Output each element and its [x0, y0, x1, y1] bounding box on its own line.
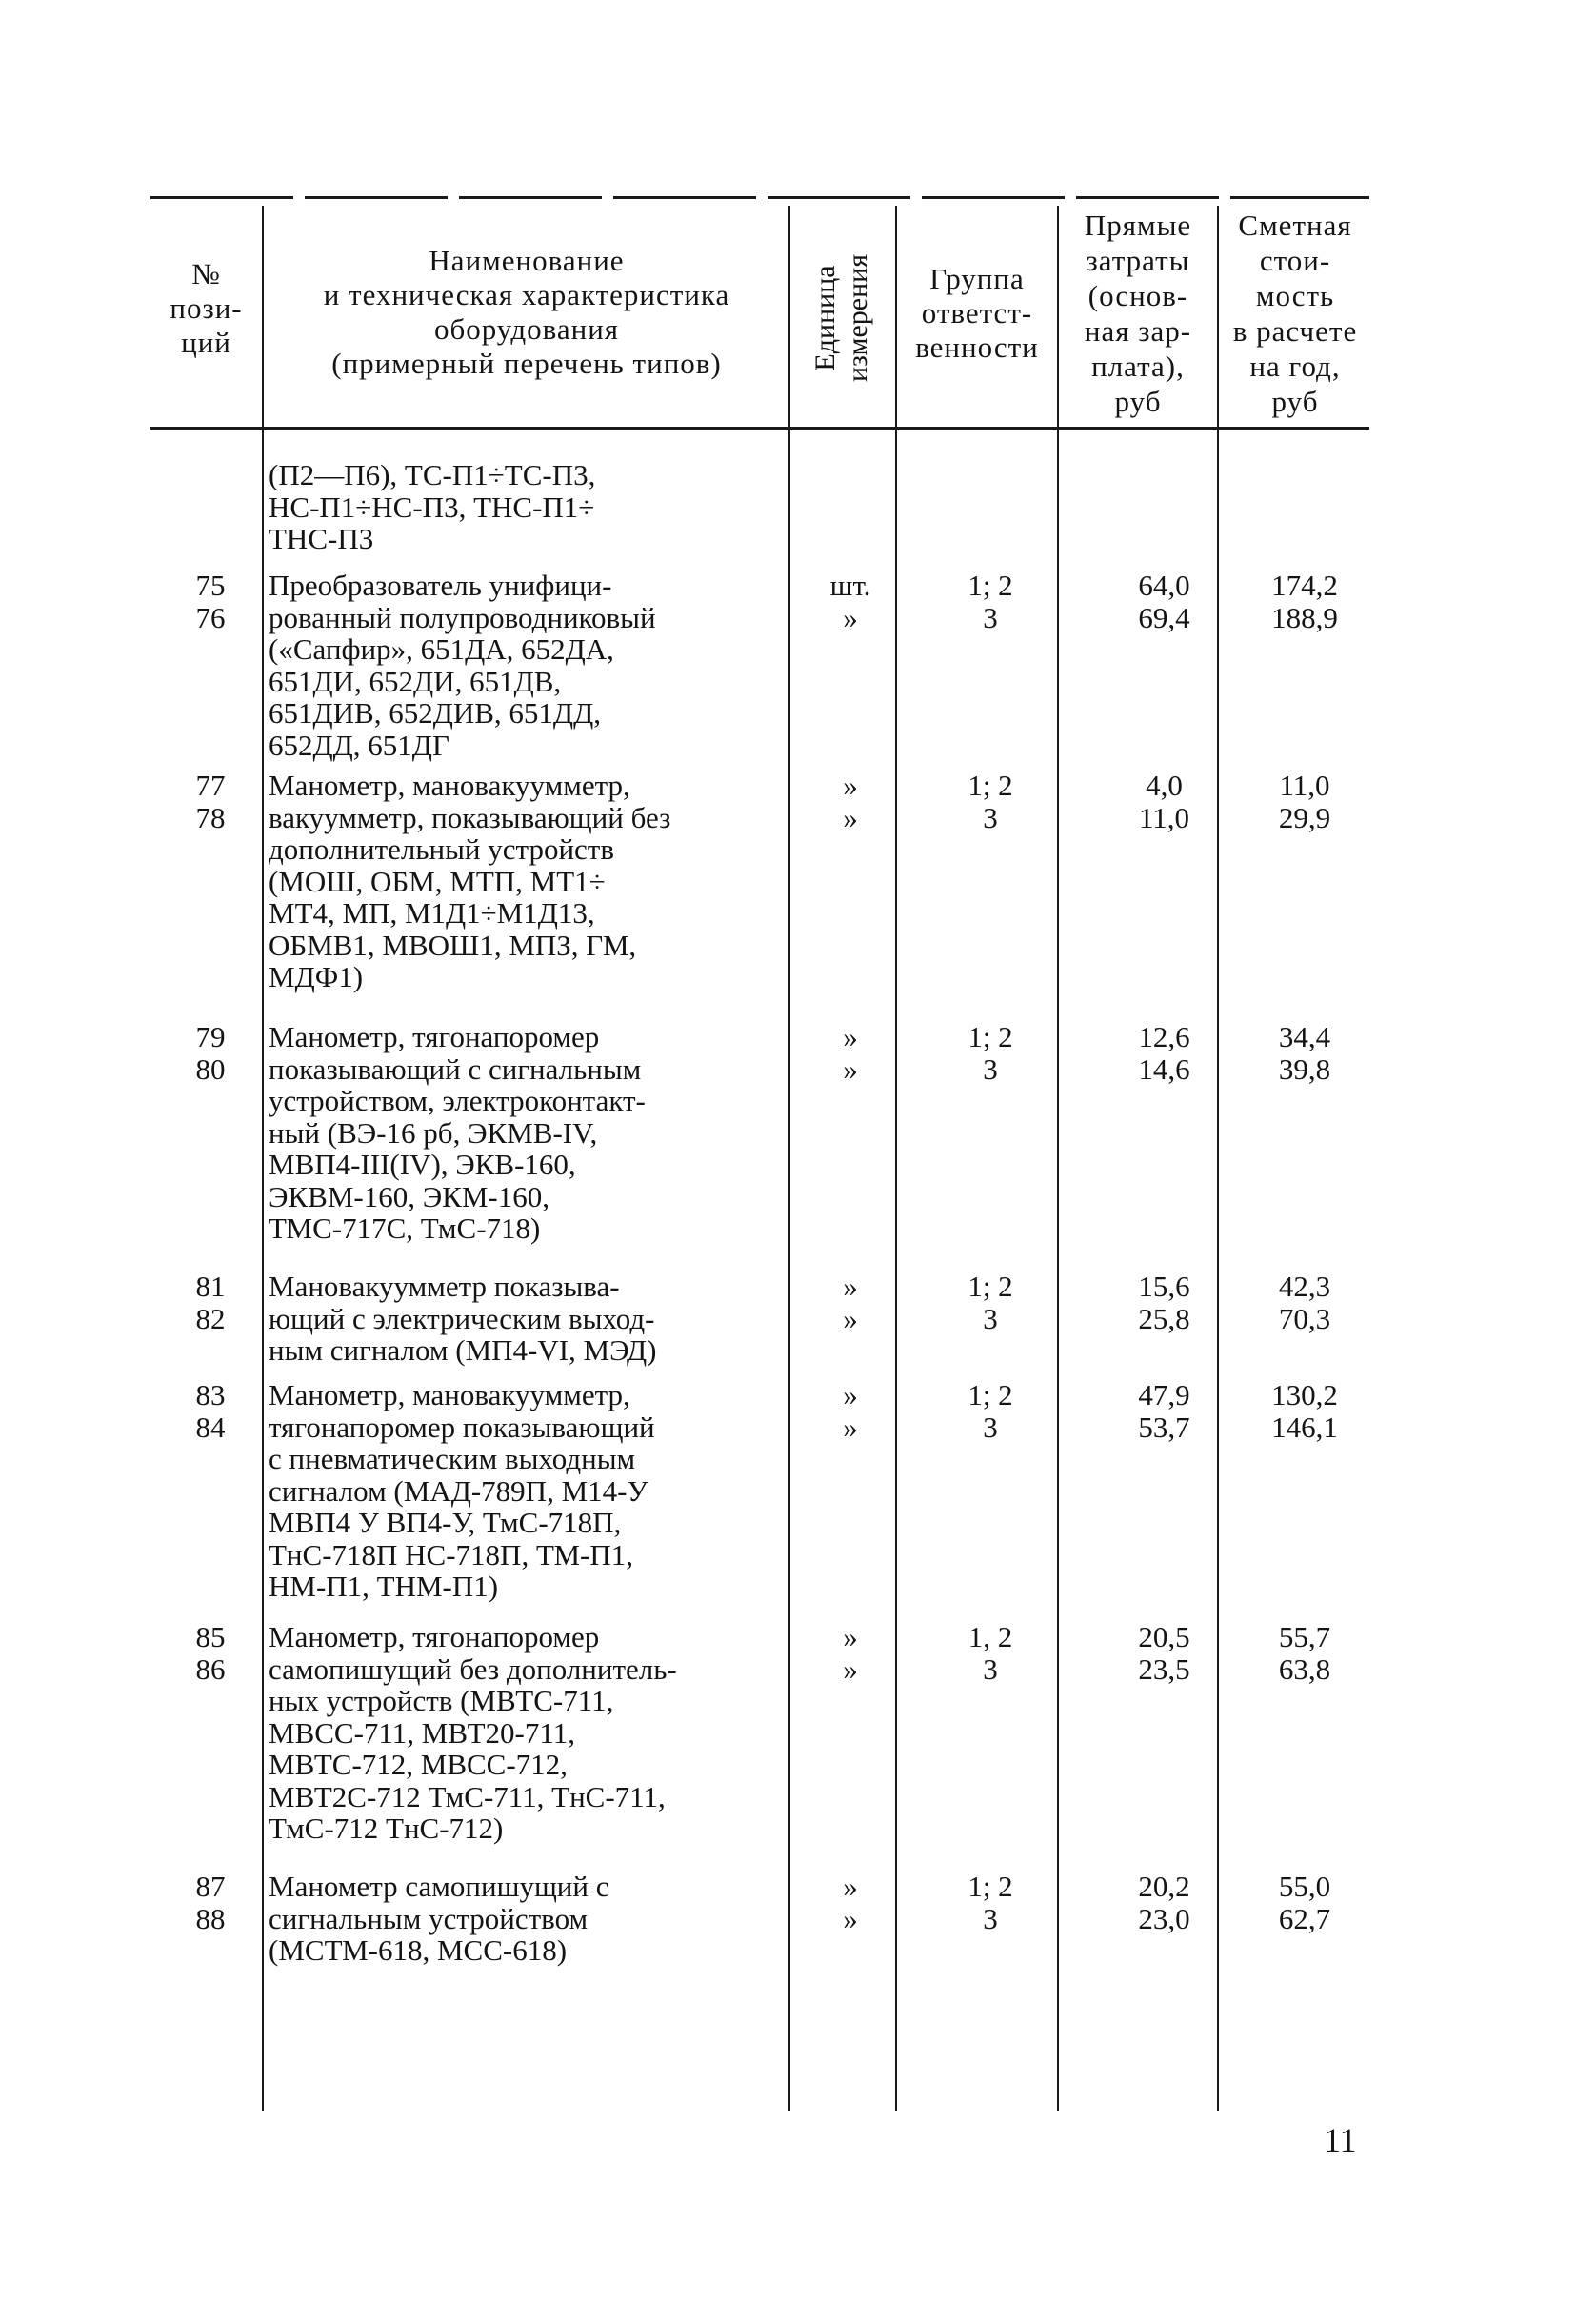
header-col-estimate-line: в расчете: [1232, 314, 1358, 348]
equipment-name: МВП4-III(IV), ЭКВ-160,: [269, 1148, 576, 1181]
estimated-cost: 55,7: [1278, 1620, 1331, 1653]
table-top-rule: [150, 196, 1369, 199]
equipment-name: устройством, электроконтакт-: [269, 1084, 646, 1117]
responsibility-group: 1; 2: [968, 1020, 1013, 1053]
position-number-cell: [168, 770, 253, 833]
unit-of-measure-cell: [798, 570, 903, 633]
unit-of-measure-cell: [798, 1621, 903, 1685]
estimated-cost-cell: [1224, 570, 1386, 633]
position-number-cell: [168, 1871, 253, 1934]
position-number: 78: [195, 800, 226, 834]
header-col-direct-cost: [1059, 208, 1217, 419]
responsibility-group: 1, 2: [968, 1620, 1013, 1653]
equipment-name: 651ДИ, 652ДИ, 651ДВ,: [269, 664, 562, 698]
estimated-cost: 174,2: [1271, 569, 1338, 602]
position-number: 83: [195, 1378, 226, 1411]
responsibility-group-cell: [905, 570, 1076, 633]
estimated-cost: 55,0: [1278, 1870, 1331, 1903]
position-number: 75: [195, 569, 226, 602]
responsibility-group: 3: [983, 1410, 998, 1444]
position-number: 76: [195, 600, 226, 634]
unit-of-measure-cell: [798, 1871, 903, 1934]
estimated-cost-cell: [1224, 1021, 1386, 1085]
equipment-name: рованный полупроводниковый: [269, 600, 656, 634]
unit-of-measure: »: [843, 1270, 858, 1303]
header-bottom-rule: [150, 427, 1369, 430]
estimated-cost: 62,7: [1278, 1901, 1331, 1935]
direct-cost: 15,6: [1138, 1270, 1190, 1303]
equipment-name: ющий с электрическим выход-: [269, 1301, 655, 1335]
equipment-name-cell: [269, 1621, 785, 1845]
direct-cost: 20,2: [1138, 1870, 1190, 1903]
position-number: 87: [195, 1870, 226, 1903]
unit-of-measure-cell: [798, 1271, 903, 1334]
unit-of-measure: »: [843, 800, 858, 834]
equipment-name: 652ДД, 651ДГ: [269, 728, 449, 762]
equipment-name: Манометр, тягонапоромер: [269, 1620, 600, 1653]
equipment-name: НМ-П1, ТНМ-П1): [269, 1570, 499, 1603]
equipment-name: самопишущий без дополнитель-: [269, 1651, 677, 1686]
header-col-direct-cost-line: руб: [1114, 385, 1162, 418]
responsibility-group-cell: [905, 1379, 1076, 1443]
equipment-name: 651ДИВ, 652ДИВ, 651ДД,: [269, 696, 601, 730]
unit-of-measure: »: [843, 1051, 858, 1086]
unit-of-measure-cell: [798, 1379, 903, 1443]
position-number-cell: [168, 570, 253, 633]
header-col-group: [897, 262, 1057, 365]
header-col-direct-cost-line: (основ-: [1087, 279, 1188, 312]
equipment-name-cell: [269, 1871, 785, 1967]
equipment-name: сигнальным устройством: [269, 1901, 589, 1935]
responsibility-group: 1; 2: [968, 569, 1013, 602]
estimated-cost-cell: [1224, 1379, 1386, 1443]
equipment-name: Манометр самопишущий с: [269, 1870, 609, 1903]
responsibility-group: 3: [983, 800, 998, 834]
equipment-name: («Сапфир», 651ДА, 652ДА,: [269, 632, 614, 666]
equipment-name: сигналом (МАД-789П, М14-У: [269, 1473, 648, 1508]
equipment-name: Манометр, мановакуумметр,: [269, 769, 630, 802]
estimated-cost-cell: [1224, 1621, 1386, 1685]
header-col-num: [150, 257, 262, 360]
direct-cost: 14,6: [1138, 1051, 1190, 1086]
estimated-cost: 34,4: [1278, 1020, 1331, 1053]
estimated-cost: 146,1: [1271, 1410, 1338, 1444]
position-number: 85: [195, 1620, 226, 1653]
equipment-name-cell: [269, 1271, 785, 1367]
equipment-name: (МСТМ-618, МСС-618): [269, 1933, 568, 1967]
responsibility-group: 3: [983, 1651, 998, 1686]
responsibility-group: 3: [983, 1901, 998, 1935]
header-col-direct-cost-line: Прямые: [1084, 209, 1192, 242]
direct-cost: 53,7: [1138, 1410, 1190, 1444]
unit-of-measure: шт.: [829, 569, 871, 602]
equipment-name: МВТС-712, МВСС-712,: [269, 1748, 568, 1781]
responsibility-group-cell: [905, 1621, 1076, 1685]
estimated-cost: 11,0: [1279, 769, 1330, 802]
equipment-name: Мановакуумметр показыва-: [269, 1270, 620, 1303]
header-col-estimate: [1219, 208, 1371, 419]
col-separator-1: [262, 206, 264, 2111]
equipment-name: ТНС-П3: [269, 522, 374, 555]
position-number-cell: [168, 1271, 253, 1334]
header-col-num-line: №: [191, 257, 221, 290]
header-col-unit: [809, 213, 874, 423]
direct-cost: 4,0: [1146, 769, 1183, 802]
header-col-name-line: и техническая характеристика: [323, 278, 730, 311]
responsibility-group: 1; 2: [968, 1870, 1013, 1903]
estimated-cost: 63,8: [1278, 1651, 1331, 1686]
estimated-cost-cell: [1224, 1271, 1386, 1334]
equipment-name: ный (ВЭ-16 рб, ЭКМВ-IV,: [269, 1115, 598, 1150]
equipment-name: показывающий с сигнальным: [269, 1051, 642, 1086]
responsibility-group: 3: [983, 600, 998, 634]
unit-of-measure-cell: [798, 1021, 903, 1085]
responsibility-group-cell: [905, 1871, 1076, 1934]
header-col-name: [265, 244, 788, 381]
equipment-name: ЭКВМ-160, ЭКМ-160,: [269, 1179, 549, 1213]
position-number-cell: [168, 1021, 253, 1085]
estimated-cost: 42,3: [1278, 1270, 1331, 1303]
equipment-name: ТнС-718П НС-718П, ТМ-П1,: [269, 1537, 633, 1571]
position-number-cell: [168, 1379, 253, 1443]
direct-cost: 12,6: [1138, 1020, 1190, 1053]
position-number: 79: [195, 1020, 226, 1053]
header-col-group-line: венности: [915, 330, 1039, 364]
direct-cost: 11,0: [1138, 800, 1190, 834]
equipment-name: Манометр, мановакуумметр,: [269, 1378, 630, 1411]
header-col-direct-cost-line: затраты: [1086, 244, 1190, 277]
estimated-cost: 130,2: [1271, 1378, 1338, 1411]
equipment-name: вакуумметр, показывающий без: [269, 800, 671, 834]
direct-cost: 23,0: [1138, 1901, 1190, 1935]
header-col-num-line: ций: [181, 326, 231, 359]
equipment-name-cell: [269, 1379, 785, 1603]
equipment-name: МВТ2С-712 ТмС-711, ТнС-711,: [269, 1779, 666, 1813]
direct-cost: 20,5: [1138, 1620, 1190, 1653]
estimated-cost: 29,9: [1278, 800, 1331, 834]
equipment-name: МВСС-711, МВТ20-711,: [269, 1715, 575, 1750]
header-col-direct-cost-line: ная зар-: [1084, 314, 1192, 348]
col-separator-3: [895, 206, 897, 2111]
col-separator-2: [788, 206, 790, 2111]
direct-cost: 64,0: [1138, 569, 1190, 602]
header-col-direct-cost-line: плата),: [1091, 350, 1185, 383]
equipment-name: ных устройств (МВТС-711,: [269, 1684, 614, 1717]
unit-of-measure: »: [843, 1651, 858, 1686]
responsibility-group: 1; 2: [968, 769, 1013, 802]
equipment-name: Манометр, тягонапоромер: [269, 1020, 600, 1053]
header-col-num-line: пози-: [170, 291, 243, 325]
equipment-name-cell: [269, 459, 785, 555]
equipment-name: МТ4, МП, М1Д1÷М1Д13,: [269, 896, 595, 930]
header-col-group-line: ответст-: [921, 296, 1033, 330]
unit-of-measure: »: [843, 1378, 858, 1411]
unit-of-measure: »: [843, 1620, 858, 1653]
equipment-name: МВП4 У ВП4-У, ТмС-718П,: [269, 1506, 622, 1539]
header-col-name-line: (примерный перечень типов): [331, 347, 722, 380]
equipment-name: с пневматическим выходным: [269, 1442, 636, 1475]
position-number: 80: [195, 1051, 226, 1086]
equipment-name: МДФ1): [269, 960, 364, 993]
unit-of-measure: »: [843, 600, 858, 634]
estimated-cost-cell: [1224, 1871, 1386, 1934]
direct-cost: 47,9: [1138, 1378, 1190, 1411]
equipment-name: дополнительный устройств: [269, 832, 614, 866]
responsibility-group-cell: [905, 1271, 1076, 1334]
col-separator-4: [1057, 206, 1059, 2111]
responsibility-group: 3: [983, 1051, 998, 1086]
direct-cost: 69,4: [1138, 600, 1190, 634]
header-col-unit-line: измерения: [842, 254, 873, 383]
header-col-estimate-line: на год,: [1249, 350, 1341, 383]
equipment-name: ным сигналом (МП4-VI, МЭД): [269, 1333, 657, 1367]
col-separator-5: [1217, 206, 1219, 2111]
header-col-name-line: оборудования: [433, 312, 620, 346]
position-number-cell: [168, 1621, 253, 1685]
estimated-cost: 70,3: [1278, 1301, 1331, 1335]
responsibility-group: 1; 2: [968, 1378, 1013, 1411]
responsibility-group: 3: [983, 1301, 998, 1335]
position-number: 86: [195, 1651, 226, 1686]
position-number: 88: [195, 1901, 226, 1935]
unit-of-measure: »: [843, 1020, 858, 1053]
responsibility-group-cell: [905, 770, 1076, 833]
equipment-name: ТмС-712 ТнС-712): [269, 1812, 504, 1845]
header-col-group-line: Группа: [929, 262, 1025, 295]
header-col-estimate-line: Сметная: [1238, 209, 1352, 242]
equipment-name: ОБМВ1, МВОШ1, МПЗ, ГМ,: [269, 928, 637, 962]
estimated-cost: 39,8: [1278, 1051, 1331, 1086]
responsibility-group: 1; 2: [968, 1270, 1013, 1303]
unit-of-measure: »: [843, 1901, 858, 1935]
position-number: 82: [195, 1301, 226, 1335]
direct-cost: 23,5: [1138, 1651, 1190, 1686]
equipment-name: (МОШ, ОБМ, МТП, МТ1÷: [269, 864, 606, 898]
equipment-name: НС-П1÷НС-П3, ТНС-П1÷: [269, 490, 595, 524]
equipment-name: Преобразователь унифици-: [269, 569, 612, 602]
position-number: 84: [195, 1410, 226, 1444]
unit-of-measure-cell: [798, 770, 903, 833]
header-col-estimate-line: руб: [1271, 385, 1319, 418]
estimated-cost-cell: [1224, 770, 1386, 833]
header-col-estimate-line: мость: [1255, 279, 1335, 312]
unit-of-measure: »: [843, 1301, 858, 1335]
equipment-name: ТМС-717С, ТмС-718): [269, 1211, 541, 1245]
page-number: 11: [1324, 2121, 1357, 2159]
direct-cost: 25,8: [1138, 1301, 1190, 1335]
equipment-name: (П2—П6), ТС-П1÷ТС-П3,: [269, 458, 596, 491]
header-col-name-line: Наименование: [429, 244, 625, 277]
unit-of-measure: »: [843, 1410, 858, 1444]
estimated-cost: 188,9: [1271, 600, 1338, 634]
position-number: 77: [195, 769, 226, 802]
unit-of-measure: »: [843, 1870, 858, 1903]
responsibility-group-cell: [905, 1021, 1076, 1085]
equipment-name: тягонапоромер показывающий: [269, 1410, 655, 1444]
header-col-estimate-line: стои-: [1259, 244, 1331, 277]
header-col-unit-line: Единица: [809, 265, 841, 371]
equipment-name-cell: [269, 570, 785, 761]
equipment-name-cell: [269, 770, 785, 993]
unit-of-measure: »: [843, 769, 858, 802]
position-number: 81: [195, 1270, 226, 1303]
equipment-name-cell: [269, 1021, 785, 1245]
